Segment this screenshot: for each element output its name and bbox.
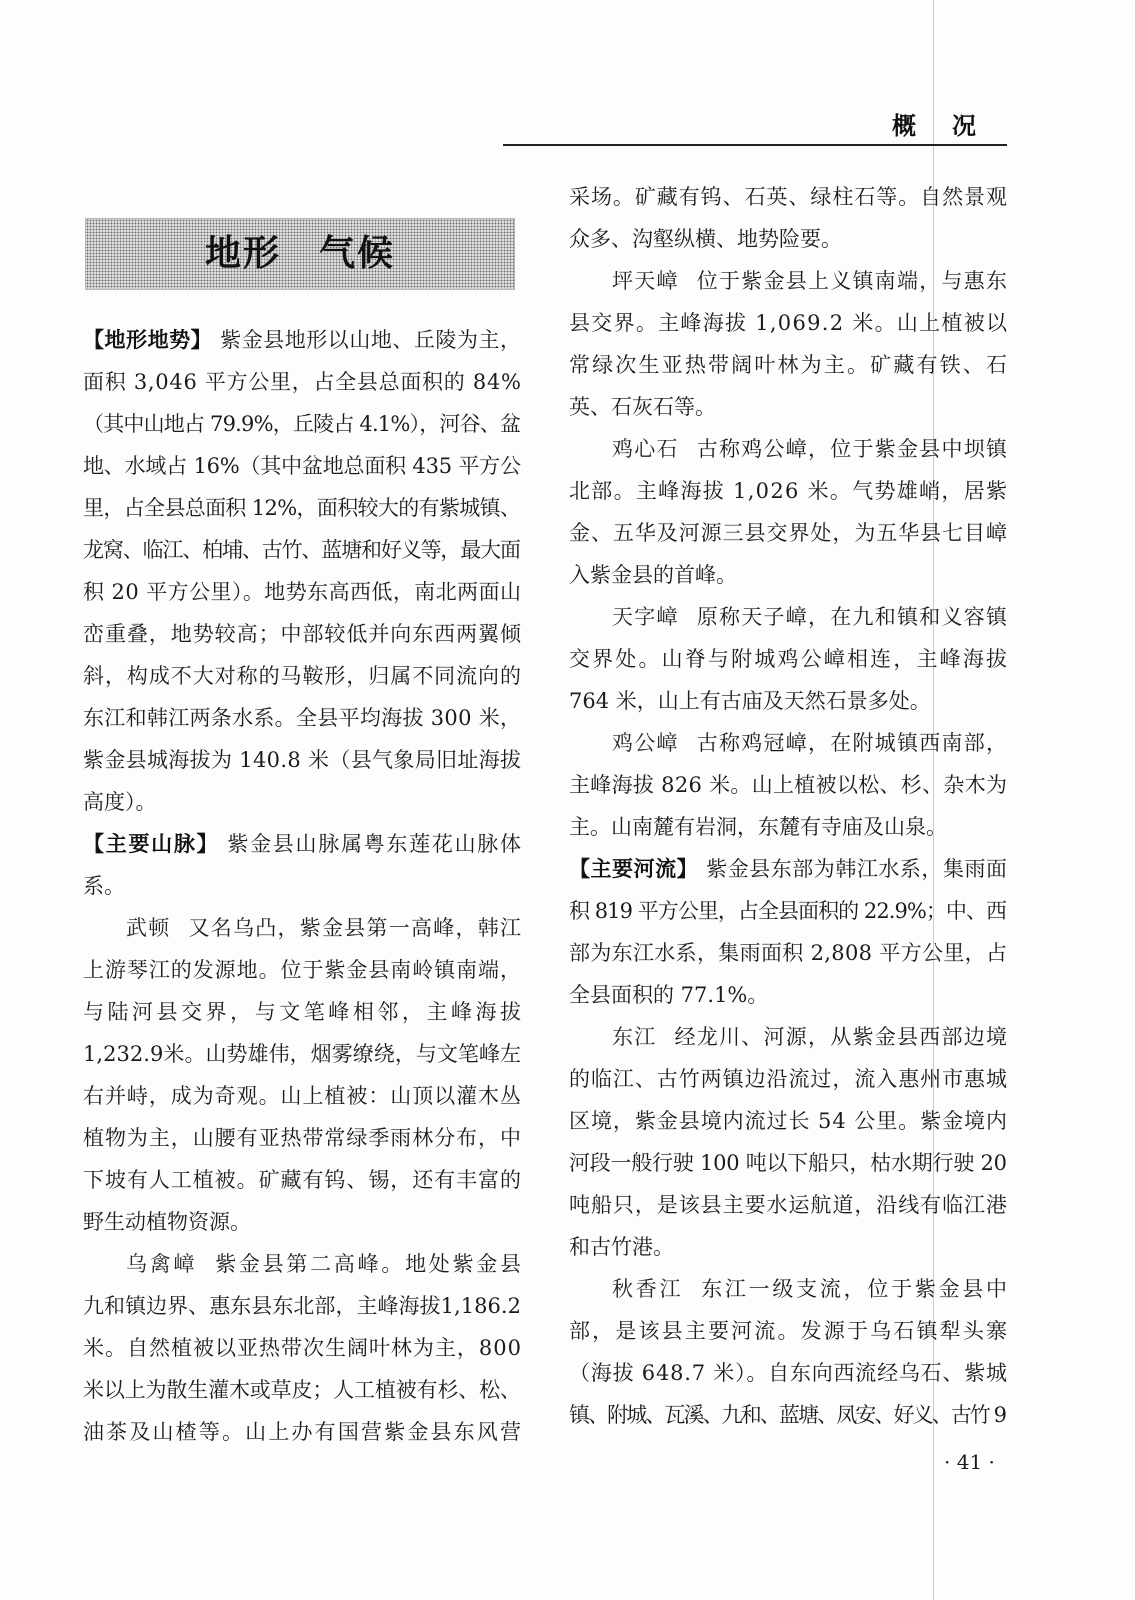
text-line — [569, 722, 1007, 764]
text-line-content — [126, 907, 522, 949]
line-text: 里，占全县总面积 12%，面积较大的有紫城镇、 — [83, 496, 521, 520]
text-line-content — [569, 1310, 1009, 1352]
text-line — [83, 1159, 521, 1201]
text-line-content — [83, 823, 523, 865]
line-text: 东江一级支流，位于紫金县中 — [701, 1277, 1010, 1301]
line-text: 764 米，山上有古庙及天然石景多处。 — [569, 689, 931, 713]
line-text: 植物为主，山腰有亚热带常绿季雨林分布，中 — [83, 1126, 522, 1150]
text-line-content — [83, 781, 157, 823]
line-text: 斜，构成不大对称的马鞍形，归属不同流向的 — [83, 664, 522, 688]
line-text: 部，是该县主要河流。发源于乌石镇犁头寨 — [569, 1319, 1010, 1343]
line-text: 米以上为散生灌木或草皮；人工植被有杉、松、 — [83, 1378, 521, 1402]
text-line — [83, 781, 521, 823]
line-text: 积 819 平方公里，占全县面积的 22.9%；中、西 — [569, 899, 1007, 923]
line-text: 采场。矿藏有钨、石英、绿柱石等。自然景观 — [569, 185, 1008, 209]
text-line-content — [569, 1184, 1008, 1226]
text-line — [569, 1142, 1007, 1184]
text-line-content — [83, 613, 522, 655]
text-line-content — [569, 1100, 1008, 1142]
line-text: 吨船只，是该县主要水运航道，沿线有临江港 — [569, 1193, 1008, 1217]
text-line-content — [83, 949, 522, 991]
line-text: 地、水域占 16%（其中盆地总面积 435 平方公 — [83, 454, 521, 478]
text-line-content — [569, 1352, 1008, 1394]
line-text: 河段一般行驶 100 吨以下船只，枯水期行驶 20 — [569, 1151, 1007, 1175]
text-line — [83, 487, 521, 529]
text-line-content — [83, 1285, 521, 1327]
line-text: 高度）。 — [83, 790, 157, 814]
line-text: 米。自然植被以亚热带次生阔叶林为主，800 — [83, 1336, 522, 1360]
text-line-content — [569, 470, 1008, 512]
text-line — [569, 344, 1010, 386]
entry-name: 鸡公嶂 — [612, 731, 679, 755]
text-line-content — [569, 344, 1009, 386]
line-text: 镇、附城、瓦溪、九和、蓝塘、凤安、好义、古竹 9 — [569, 1403, 1006, 1427]
text-line — [569, 764, 1007, 806]
line-text: 紫金县山脉属粤东莲花山脉体 — [227, 832, 523, 856]
line-text: 右并峙，成为奇观。山上植被：山顶以灌木丛 — [83, 1084, 522, 1108]
text-line — [569, 1226, 1007, 1268]
text-line-content — [569, 890, 1006, 932]
text-line-content — [569, 302, 1008, 344]
text-line — [83, 1075, 521, 1117]
text-line-content — [83, 571, 521, 613]
line-text: 积 20 平方公里）。地势东高西低，南北两面山 — [83, 580, 522, 604]
line-text: 古称鸡冠嶂，在附城镇西南部， — [696, 731, 1009, 755]
text-line-content — [126, 1243, 524, 1285]
line-text: 北部。主峰海拔 1,026 米。气势雄峭，居紫 — [569, 479, 1009, 503]
section-heading-box — [85, 218, 515, 290]
entry-name: 武顿 — [126, 916, 171, 940]
text-line-content — [569, 848, 1008, 890]
text-line-content — [83, 1159, 522, 1201]
text-line — [569, 1058, 1007, 1100]
text-line — [569, 638, 1010, 680]
text-line-content — [612, 260, 1008, 302]
text-line — [83, 1243, 524, 1285]
text-line — [569, 974, 1007, 1016]
line-text: 紫金县第二高峰。地处紫金县 — [215, 1252, 524, 1276]
text-line-content — [569, 554, 737, 596]
line-text: 野生动植物资源。 — [83, 1210, 251, 1234]
text-line — [569, 932, 1007, 974]
text-line-content — [569, 974, 768, 1016]
right-column — [569, 176, 1010, 1436]
text-line-content — [83, 655, 522, 697]
text-line-content — [83, 1075, 522, 1117]
line-text: 紫金县地形以山地、丘陵为主， — [220, 328, 522, 352]
text-line — [83, 739, 521, 781]
text-line — [83, 697, 521, 739]
text-line — [83, 403, 521, 445]
text-line-content — [83, 1327, 522, 1369]
line-text: 龙窝、临江、柏埔、古竹、蓝塘和好义等，最大面 — [83, 538, 520, 562]
text-line — [569, 260, 1007, 302]
text-line — [569, 1310, 1010, 1352]
line-text: 全县面积的 77.1%。 — [569, 983, 769, 1007]
line-text: 主峰海拔 826 米。山上植被以松、杉、杂木为 — [569, 773, 1008, 797]
section-heading: 地形 气候 — [204, 233, 395, 274]
text-line — [83, 1285, 521, 1327]
text-line-content — [569, 176, 1008, 218]
text-line-content — [569, 806, 947, 848]
header-rule — [503, 144, 1007, 146]
text-line-content — [83, 865, 125, 907]
line-text: 位于紫金县上义镇南端，与惠东 — [696, 269, 1009, 293]
text-line — [83, 529, 521, 571]
text-line-content — [83, 697, 521, 739]
text-line — [83, 823, 521, 865]
text-line — [83, 949, 521, 991]
text-line-content — [83, 529, 520, 571]
section-label: 【主要山脉】 — [83, 832, 220, 856]
line-text: 众多、沟壑纵横、地势险要。 — [569, 227, 842, 251]
text-line-content — [612, 1268, 1010, 1310]
line-text: 面积 3,046 平方公里，占全县总面积的 84% — [83, 370, 522, 394]
line-text: 东江和韩江两条水系。全县平均海拔 300 米， — [83, 706, 522, 730]
line-text: 英、石灰石等。 — [569, 395, 716, 419]
line-text: 紫金县城海拔为 140.8 米（县气象局旧址海拔 — [83, 748, 522, 772]
text-line — [83, 865, 521, 907]
text-line — [569, 1184, 1007, 1226]
text-line-content — [612, 1016, 1008, 1058]
text-line-content — [569, 932, 1007, 974]
text-line — [83, 991, 525, 1033]
section-label: 【主要河流】 — [569, 857, 699, 881]
line-text: 和古竹港。 — [569, 1235, 674, 1259]
text-line — [569, 1394, 1007, 1436]
line-text: 古称鸡公嶂，位于紫金县中坝镇 — [696, 437, 1009, 461]
text-line — [569, 1016, 1007, 1058]
line-text: 下坡有人工植被。矿藏有钨、锡，还有丰富的 — [83, 1168, 522, 1192]
entry-name: 秋香江 — [612, 1277, 684, 1301]
text-line-content — [569, 638, 1009, 680]
text-line — [569, 470, 1007, 512]
line-text: 与陆河县交界，与文笔峰相邻，主峰海拔 — [83, 1000, 525, 1024]
text-line — [83, 1117, 521, 1159]
text-line-content — [612, 596, 1008, 638]
entry-name: 东江 — [612, 1025, 657, 1049]
line-text: 九和镇边界、惠东县东北部，主峰海拔1,186.2 — [83, 1294, 522, 1318]
line-text: 主。山南麓有岩洞，东麓有寺庙及山泉。 — [569, 815, 947, 839]
text-line — [83, 361, 521, 403]
text-line-content — [83, 403, 520, 445]
text-line — [83, 1327, 521, 1369]
text-line — [569, 1100, 1007, 1142]
text-line — [83, 445, 521, 487]
text-line — [83, 319, 521, 361]
line-text: 的临江、古竹两镇边沿流过，流入惠州市惠城 — [569, 1067, 1008, 1091]
section-label: 【地形地势】 — [83, 328, 213, 352]
text-line — [83, 571, 521, 613]
text-line-content — [83, 991, 525, 1033]
text-line — [569, 848, 1007, 890]
text-line-content — [569, 1142, 1007, 1184]
text-line — [569, 890, 1007, 932]
line-text: 入紫金县的首峰。 — [569, 563, 737, 587]
text-line-content — [83, 739, 521, 781]
text-line — [569, 386, 1007, 428]
text-line — [569, 596, 1007, 638]
text-line — [569, 1352, 1007, 1394]
text-line-content — [569, 1058, 1008, 1100]
line-text: 交界处。山脊与附城鸡公嶂相连，主峰海拔 — [569, 647, 1010, 671]
text-line-content — [569, 1394, 1005, 1436]
running-head: 概 况 — [892, 112, 982, 140]
text-line — [569, 218, 1007, 260]
text-line-content — [83, 1369, 521, 1411]
text-line-content — [569, 386, 716, 428]
line-text: （其中山地占 79.9%，丘陵占 4.1%），河谷、盆 — [83, 412, 521, 436]
text-line — [569, 512, 1007, 554]
line-text: 经龙川、河源，从紫金县西部边境 — [674, 1025, 1009, 1049]
page-number: · 41 · — [944, 1450, 995, 1474]
text-line — [569, 176, 1007, 218]
text-line-content — [83, 319, 522, 361]
entry-name: 乌禽嶂 — [126, 1252, 198, 1276]
text-line-content — [569, 680, 931, 722]
text-line-content — [83, 1033, 521, 1075]
text-line-content — [83, 1117, 522, 1159]
text-line-content — [569, 1226, 674, 1268]
text-line — [83, 1411, 524, 1453]
text-line-content — [83, 1201, 251, 1243]
line-text: 又名乌凸，紫金县第一高峰，韩江 — [188, 916, 523, 940]
left-column — [83, 319, 525, 1453]
line-text: 上游琴江的发源地。位于紫金县南岭镇南端， — [83, 958, 522, 982]
text-line — [83, 1201, 521, 1243]
text-line-content — [83, 487, 520, 529]
text-line-content — [83, 1411, 523, 1453]
text-line — [83, 1369, 521, 1411]
line-text: 原称天子嶂，在九和镇和义容镇 — [696, 605, 1009, 629]
text-line-content — [569, 764, 1007, 806]
line-text: 1,232.9米。山势雄伟，烟雾缭绕，与文笔峰左 — [83, 1042, 522, 1066]
line-text: 县交界。主峰海拔 1,069.2 米。山上植被以 — [569, 311, 1009, 335]
line-text: 部为东江水系，集雨面积 2,808 平方公里，占 — [569, 941, 1008, 965]
line-text: 油茶及山楂等。山上办有国营紫金县东风营 — [83, 1420, 524, 1444]
text-line — [569, 428, 1007, 470]
entry-name: 鸡心石 — [612, 437, 679, 461]
text-line — [569, 554, 1007, 596]
text-line — [569, 302, 1007, 344]
text-line — [83, 1033, 521, 1075]
line-text: （海拔 648.7 米）。自东向西流经乌石、紫城 — [569, 1361, 1008, 1385]
entry-name: 坪天嶂 — [612, 269, 679, 293]
text-line-content — [83, 445, 521, 487]
text-line-content — [83, 361, 522, 403]
entry-name: 天字嶂 — [612, 605, 679, 629]
text-line — [569, 1268, 1010, 1310]
text-line — [83, 655, 521, 697]
text-line — [83, 613, 521, 655]
text-line — [569, 680, 1007, 722]
text-line — [83, 907, 521, 949]
text-line — [569, 806, 1007, 848]
line-text: 区境，紫金县境内流过长 54 公里。紫金境内 — [569, 1109, 1008, 1133]
line-text: 金、五华及河源三县交界处，为五华县七目嶂 — [569, 521, 1008, 545]
line-text: 紫金县东部为韩江水系，集雨面 — [706, 857, 1008, 881]
text-line-content — [612, 428, 1008, 470]
text-line-content — [612, 722, 1008, 764]
text-line-content — [569, 218, 842, 260]
line-text: 峦重叠，地势较高；中部较低并向东西两翼倾 — [83, 622, 522, 646]
text-line-content — [569, 512, 1008, 554]
line-text: 常绿次生亚热带阔叶林为主。矿藏有铁、石 — [569, 353, 1010, 377]
line-text: 系。 — [83, 874, 125, 898]
